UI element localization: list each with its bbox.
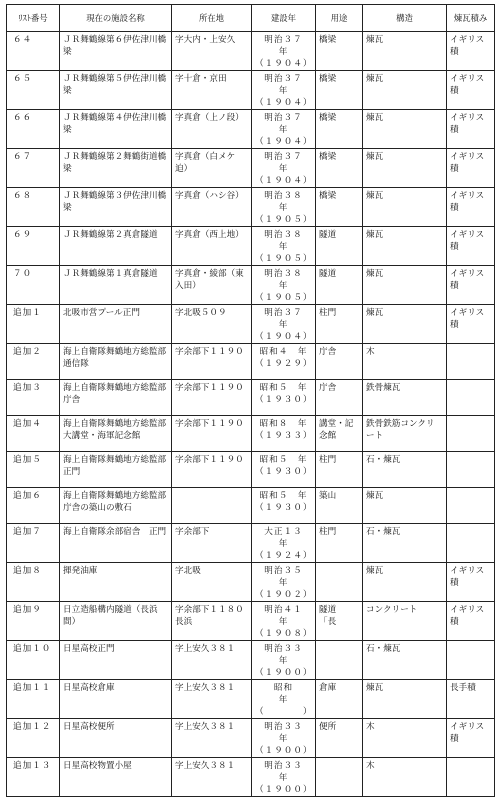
list-number-cell: 追加９: [7, 602, 60, 641]
list-number-cell: 追加５: [7, 452, 60, 488]
brick-bond-cell: イギリス積: [447, 149, 495, 188]
list-number-cell: 追加２: [7, 344, 60, 380]
brick-bond-cell: イギリス積: [447, 71, 495, 110]
brick-bond-cell: イギリス積: [447, 602, 495, 641]
table-row: [7, 227, 495, 266]
facility-name-cell: 北吸市営プール正門: [60, 305, 172, 344]
use-cell: 隧道: [316, 266, 363, 305]
use-cell: [316, 758, 363, 797]
table-row: [7, 758, 495, 797]
list-number-cell: 追加１３: [7, 758, 60, 797]
brick-bond-cell: イギリス積: [447, 305, 495, 344]
year-cell: [252, 266, 316, 305]
brick-bond-cell: [447, 344, 495, 380]
list-number-cell: 追加８: [7, 563, 60, 602]
use-cell: 講堂・記念館: [316, 416, 363, 452]
brick-bond-cell: イギリス積: [447, 266, 495, 305]
location-cell: 字真倉（白メケ迫）: [172, 149, 252, 188]
western-year: （１９０５）: [255, 215, 313, 225]
use-cell: 隧道: [316, 227, 363, 266]
table-row: [7, 305, 495, 344]
year-cell: [252, 602, 316, 641]
era-year: 明治３３ 年: [264, 761, 313, 783]
use-cell: 隧道 「長: [316, 602, 363, 641]
western-year: （１９０５）: [255, 254, 313, 264]
brick-bond-cell: [447, 380, 495, 416]
year-cell: [252, 344, 316, 380]
facility-name-cell: ＪＲ舞鶴線第６伊佐津川橋梁: [60, 32, 172, 71]
era-year: 昭和４ 年: [259, 347, 308, 357]
location-cell: 字余部下１１９０: [172, 344, 252, 380]
location-cell: 字真倉（西上地）: [172, 227, 252, 266]
era-year: 明治３３ 年: [264, 644, 313, 666]
facility-name-cell: ＪＲ舞鶴線第３伊佐津川橋梁: [60, 188, 172, 227]
location-cell: 字余部下１１９０: [172, 452, 252, 488]
facility-name-cell: 日星高校正門: [60, 641, 172, 680]
brick-bond-cell: イギリス積: [447, 719, 495, 758]
western-year: （１９０４）: [255, 137, 313, 147]
use-cell: 庁舎: [316, 380, 363, 416]
brick-bond-cell: [447, 641, 495, 680]
location-cell: 字真倉・綾部（東入田）: [172, 266, 252, 305]
list-number-cell: ６８: [7, 188, 60, 227]
year-cell: [252, 71, 316, 110]
western-year: （１９０８）: [255, 629, 313, 639]
use-cell: 柱門: [316, 452, 363, 488]
year-cell: [252, 563, 316, 602]
use-cell: 柱門: [316, 524, 363, 563]
table-row: [7, 266, 495, 305]
list-number-cell: 追加７: [7, 524, 60, 563]
facility-name-cell: 海上自衛隊舞鶴地方総監部通信隊: [60, 344, 172, 380]
location-cell: 字上安久３８１: [172, 758, 252, 797]
location-cell: 字上安久３８１: [172, 680, 252, 719]
header-use: 用途: [316, 5, 363, 32]
header-row: [7, 5, 495, 32]
header-facility-name: 現在の施設名称: [60, 5, 172, 32]
western-year: （１９０４）: [255, 332, 313, 342]
structure-cell: 木: [363, 344, 447, 380]
year-cell: [252, 227, 316, 266]
table-row: [7, 188, 495, 227]
list-number-cell: ６４: [7, 32, 60, 71]
era-year: 昭和５ 年: [259, 455, 308, 465]
era-year: 大正１３ 年: [264, 527, 313, 549]
brick-bond-cell: イギリス積: [447, 110, 495, 149]
location-cell: 字北吸５０９: [172, 305, 252, 344]
structure-cell: 石・煉瓦: [363, 524, 447, 563]
year-cell: [252, 416, 316, 452]
western-year: （ ）: [255, 707, 313, 717]
list-number-cell: 追加４: [7, 416, 60, 452]
structure-cell: 煉瓦: [363, 188, 447, 227]
era-year: 明治３８ 年: [264, 191, 313, 213]
structure-cell: 煉瓦: [363, 305, 447, 344]
list-number-cell: 追加６: [7, 488, 60, 524]
structure-cell: 煉瓦: [363, 680, 447, 719]
table-row: [7, 110, 495, 149]
structure-cell: 煉瓦: [363, 71, 447, 110]
brick-bond-cell: [447, 452, 495, 488]
location-cell: 字大内・上安久: [172, 32, 252, 71]
western-year: （１９００）: [255, 785, 313, 795]
use-cell: 橋梁: [316, 71, 363, 110]
western-year: （１９００）: [255, 668, 313, 678]
list-number-cell: ６９: [7, 227, 60, 266]
brick-bond-cell: イギリス積: [447, 563, 495, 602]
facility-name-cell: 日星高校倉庫: [60, 680, 172, 719]
structure-cell: 煉瓦: [363, 32, 447, 71]
structure-cell: 煉瓦: [363, 266, 447, 305]
structure-cell: 石・煉瓦: [363, 641, 447, 680]
western-year: （１９０４）: [255, 176, 313, 186]
western-year: （１９２９）: [255, 359, 313, 369]
brick-bond-cell: [447, 524, 495, 563]
location-cell: 字余部下: [172, 524, 252, 563]
era-year: 明治３７ 年: [264, 308, 313, 330]
brick-bond-cell: イギリス積: [447, 32, 495, 71]
header-year: 建設年: [252, 5, 316, 32]
list-number-cell: 追加１２: [7, 719, 60, 758]
use-cell: 橋梁: [316, 32, 363, 71]
location-cell: 字真倉（ハシ谷）: [172, 188, 252, 227]
era-year: 明治３７ 年: [264, 74, 313, 96]
table-row: [7, 563, 495, 602]
structure-cell: 煉瓦: [363, 149, 447, 188]
western-year: （１９３０）: [255, 503, 313, 513]
table-row: [7, 719, 495, 758]
location-cell: 字十倉・京田: [172, 71, 252, 110]
facility-name-cell: 海上自衛隊舞鶴地方総監部庁舎の築山の敷石: [60, 488, 172, 524]
table-row: [7, 524, 495, 563]
year-cell: [252, 680, 322, 719]
use-cell: 庁舎: [316, 344, 363, 380]
year-cell: [252, 149, 316, 188]
facility-name-cell: 日星高校便所: [60, 719, 172, 758]
use-cell: 便所: [316, 719, 363, 758]
location-cell: 字余部下１１９０: [172, 416, 252, 452]
structure-cell: 煉瓦: [363, 563, 447, 602]
location-cell: 字上安久３８１: [172, 719, 252, 758]
location-cell: 字上安久３８１: [172, 641, 252, 680]
year-cell: [252, 641, 316, 680]
header-structure: 構造: [363, 5, 447, 32]
year-cell: [252, 305, 316, 344]
era-year: 明治３８ 年: [264, 230, 313, 252]
era-year: 昭和８ 年: [259, 419, 308, 429]
facility-name-cell: ＪＲ舞鶴線第４伊佐津川橋梁: [60, 110, 172, 149]
table-row: [7, 452, 495, 488]
list-number-cell: 追加１: [7, 305, 60, 344]
era-year: 明治３７ 年: [264, 152, 313, 174]
era-year: 昭和５ 年: [259, 383, 308, 393]
western-year: （１９０５）: [255, 293, 313, 303]
table-row: [7, 32, 495, 71]
facility-table: [6, 4, 495, 797]
era-year: 明治４１ 年: [264, 605, 313, 627]
facility-name-cell: 海上自衛隊舞鶴地方総監部庁舎: [60, 380, 172, 416]
use-cell: 橋梁: [316, 110, 363, 149]
list-number-cell: ６６: [7, 110, 60, 149]
use-cell: [316, 641, 363, 680]
facility-name-cell: ＪＲ舞鶴線第２真倉隧道: [60, 227, 172, 266]
use-cell: 築山: [316, 488, 363, 524]
western-year: （１９３０）: [255, 395, 313, 405]
structure-cell: 木: [363, 719, 447, 758]
use-cell: 橋梁: [316, 188, 363, 227]
list-number-cell: ６５: [7, 71, 60, 110]
era-year: 明治３８ 年: [264, 269, 313, 291]
structure-cell: 煉瓦: [363, 227, 447, 266]
era-year: 明治３５ 年: [264, 566, 313, 588]
year-cell: [252, 110, 316, 149]
facility-name-cell: 日星高校物置小屋: [60, 758, 172, 797]
structure-cell: 鉄骨煉瓦: [363, 380, 447, 416]
western-year: （１９００）: [255, 746, 313, 756]
table-row: [7, 380, 495, 416]
table-row: [7, 641, 495, 680]
header-list-number: ﾘｽﾄ番号: [7, 5, 60, 32]
era-year: 明治３３ 年: [264, 722, 313, 744]
year-cell: [252, 188, 316, 227]
list-number-cell: 追加１０: [7, 641, 60, 680]
year-cell: [252, 380, 316, 416]
structure-cell: 石・煉瓦: [363, 452, 447, 488]
western-year: （１９０２）: [255, 590, 313, 600]
year-cell: [252, 452, 316, 488]
table-row: [7, 416, 495, 452]
location-cell: 字余部下１１８０長浜: [172, 602, 252, 641]
structure-cell: 煉瓦: [363, 110, 447, 149]
era-year: 昭和 年: [273, 683, 322, 705]
list-number-cell: ６７: [7, 149, 60, 188]
facility-name-cell: 海上自衛隊舞鶴地方総監部正門: [60, 452, 172, 488]
western-year: （１９２４）: [255, 551, 313, 561]
table-row: [7, 488, 495, 524]
western-year: （１９３０）: [255, 467, 313, 477]
facility-name-cell: 海上自衛隊余部宿舎 正門: [60, 524, 172, 563]
header-location: 所在地: [172, 5, 252, 32]
western-year: （１９３３）: [255, 431, 313, 441]
table-row: [7, 602, 495, 641]
facility-name-cell: 海上自衛隊舞鶴地方総監部大講堂・海軍記念館: [60, 416, 172, 452]
structure-cell: コンクリート: [363, 602, 447, 641]
brick-bond-cell: [447, 416, 495, 452]
western-year: （１９０４）: [255, 98, 313, 108]
year-cell: [252, 524, 316, 563]
structure-cell: 木: [363, 758, 447, 797]
facility-name-cell: 揮発油庫: [60, 563, 172, 602]
brick-bond-cell: イギリス積: [447, 227, 495, 266]
table-row: [7, 71, 495, 110]
brick-bond-cell: [447, 488, 495, 524]
brick-bond-cell: イギリス積: [447, 188, 495, 227]
table-row: [7, 344, 495, 380]
facility-name-cell: ＪＲ舞鶴線第５伊佐津川橋梁: [60, 71, 172, 110]
use-cell: [316, 563, 363, 602]
structure-cell: 煉瓦: [363, 488, 447, 524]
use-cell: 橋梁: [316, 149, 363, 188]
use-cell: 倉庫: [316, 680, 363, 719]
table-row: [7, 680, 495, 719]
era-year: 明治３７ 年: [264, 35, 313, 57]
brick-bond-cell: [447, 758, 495, 797]
structure-cell: 鉄骨鉄筋コンクリート: [363, 416, 447, 452]
document-page: [6, 4, 495, 797]
year-cell: [252, 32, 316, 71]
list-number-cell: 追加１１: [7, 680, 60, 719]
year-cell: [252, 758, 316, 797]
era-year: 昭和５ 年: [259, 491, 308, 501]
facility-name-cell: ＪＲ舞鶴線第１真倉隧道: [60, 266, 172, 305]
list-number-cell: ７０: [7, 266, 60, 305]
facility-name-cell: ＪＲ舞鶴線第２舞鶴街道橋梁: [60, 149, 172, 188]
list-number-cell: 追加３: [7, 380, 60, 416]
western-year: （１９０４）: [255, 59, 313, 69]
facility-name-cell: 日立造船構内隧道（長浜間）: [60, 602, 172, 641]
year-cell: [252, 719, 316, 758]
location-cell: 字真倉（上ノ段）: [172, 110, 252, 149]
era-year: 明治３７ 年: [264, 113, 313, 135]
location-cell: [172, 488, 252, 524]
location-cell: 字余部下１１９０: [172, 380, 252, 416]
year-cell: [252, 488, 316, 524]
use-cell: 柱門: [316, 305, 363, 344]
location-cell: 字北吸: [172, 563, 252, 602]
table-row: [7, 149, 495, 188]
brick-bond-cell: 長手積: [447, 680, 495, 719]
header-brick-bond: 煉瓦積み: [447, 5, 495, 32]
